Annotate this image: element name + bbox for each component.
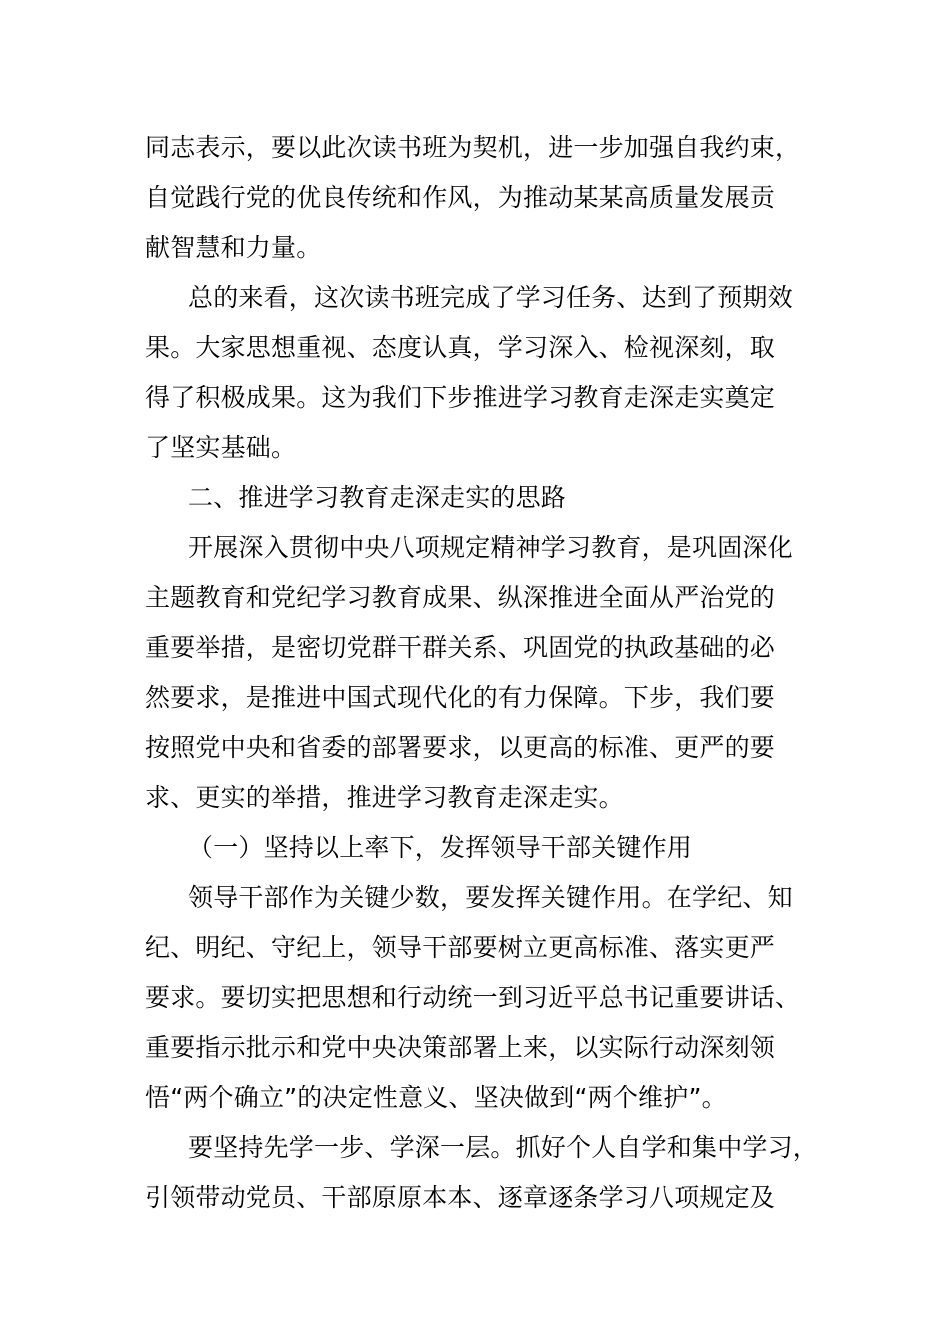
text-line: 纪、明纪、守纪上，领导干部要树立更高标准、落实更严 — [145, 933, 776, 962]
subsection-heading: （一）坚持以上率下，发挥领导干部关键作用 — [188, 833, 693, 862]
text-line: 引领带动党员、干部原原本本、逐章逐条学习八项规定及 — [145, 1183, 776, 1212]
text-line: 了坚实基础。 — [145, 433, 297, 462]
paragraph-first-line: 要坚持先学一步、学深一层。抓好个人自学和集中学习， — [188, 1133, 819, 1162]
text-line: 重要指示批示和党中央决策部署上来，以实际行动深刻领 — [145, 1033, 776, 1062]
paragraph-first-line: 开展深入贯彻中央八项规定精神学习教育，是巩固深化 — [188, 533, 793, 562]
text-line: 主题教育和党纪学习教育成果、纵深推进全面从严治党的 — [145, 583, 776, 612]
text-line: 悟“两个确立”的决定性意义、坚决做到“两个维护”。 — [145, 1083, 727, 1112]
paragraph-first-line: 总的来看，这次读书班完成了学习任务、达到了预期效 — [188, 283, 793, 312]
text-line: 按照党中央和省委的部署要求，以更高的标准、更严的要 — [145, 733, 776, 762]
text-line: 然要求，是推进中国式现代化的有力保障。下步，我们要 — [145, 683, 776, 712]
text-line: 要求。要切实把思想和行动统一到习近平总书记重要讲话、 — [145, 983, 801, 1012]
section-heading: 二、推进学习教育走深走实的思路 — [188, 483, 567, 512]
text-line: 同志表示，要以此次读书班为契机，进一步加强自我约束， — [145, 133, 801, 162]
paragraph-first-line: 领导干部作为关键少数，要发挥关键作用。在学纪、知 — [188, 883, 793, 912]
text-line: 自觉践行党的优良传统和作风，为推动某某高质量发展贡 — [145, 183, 776, 212]
text-line: 得了积极成果。这为我们下步推进学习教育走深走实奠定 — [145, 383, 776, 412]
text-line: 献智慧和力量。 — [145, 233, 322, 262]
text-line: 重要举措，是密切党群干群关系、巩固党的执政基础的必 — [145, 633, 776, 662]
text-line: 果。大家思想重视、态度认真，学习深入、检视深刻，取 — [145, 333, 776, 362]
text-line: 求、更实的举措，推进学习教育走深走实。 — [145, 783, 624, 812]
